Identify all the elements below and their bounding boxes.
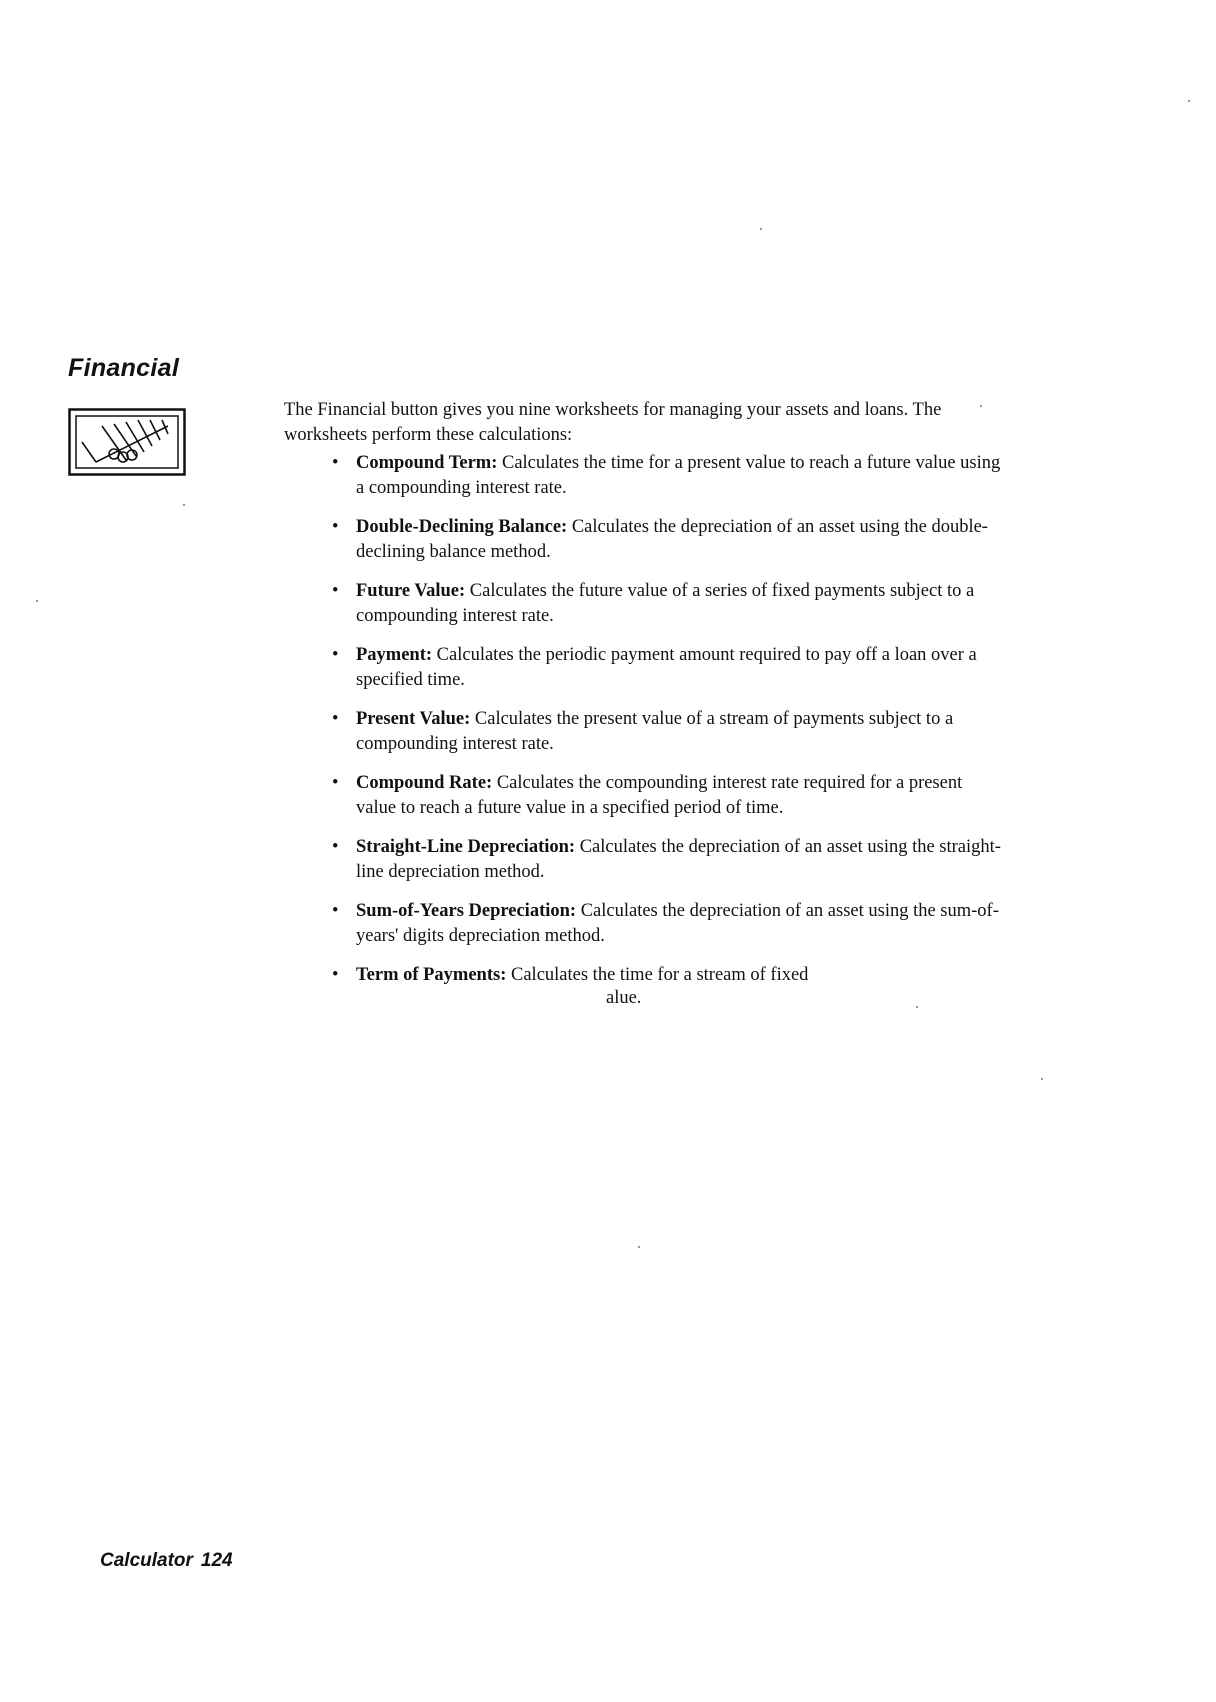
worksheet-term: Straight-Line Depreciation: — [356, 837, 576, 857]
scan-speck — [916, 1006, 918, 1008]
trailing-fragment: alue. — [606, 988, 642, 1008]
worksheet-term: Term of Payments: — [356, 965, 507, 985]
scan-speck — [1041, 1078, 1043, 1080]
worksheet-item — [332, 771, 1004, 821]
body-text — [284, 398, 1004, 1002]
bullet-icon: • — [332, 581, 339, 601]
worksheet-item — [332, 899, 1004, 949]
scan-speck — [980, 405, 982, 407]
scan-speck — [760, 228, 762, 230]
worksheet-description: Calculates the time for a present value to reach a future value using a compounding interest rate. — [356, 453, 1001, 498]
bullet-icon: • — [332, 453, 339, 473]
worksheet-term: Double-Declining Balance: — [356, 517, 568, 537]
worksheet-description: Calculates the periodic payment amount required to pay off a loan over a specified time. — [356, 645, 977, 690]
bullet-icon: • — [332, 645, 339, 665]
worksheet-term: Sum-of-Years Depreciation: — [356, 901, 577, 921]
worksheet-description: Calculates the future value of a series of fixed payments subject to a compounding interest rate. — [356, 581, 975, 626]
worksheet-description: Calculates the present value of a stream of payments subject to a compounding interest rate. — [356, 709, 954, 754]
worksheet-description: Calculates the compounding interest rate required for a present value to reach a future value in a specified period of time. — [356, 773, 963, 818]
bullet-icon: • — [332, 709, 339, 729]
worksheet-term: Future Value: — [356, 581, 466, 601]
scan-speck — [36, 600, 38, 602]
worksheet-term: Compound Term: — [356, 453, 498, 473]
page-number: 124 — [200, 1550, 233, 1571]
section-title: Financial — [68, 354, 180, 382]
worksheet-description: Calculates the depreciation of an asset using the sum-of-years' digits depreciation method. — [356, 901, 999, 946]
worksheet-item — [332, 515, 1004, 565]
bullet-icon: • — [332, 837, 339, 857]
bullet-icon: • — [332, 773, 339, 793]
scan-speck — [1188, 100, 1190, 102]
bullet-icon: • — [332, 901, 339, 921]
worksheet-term: Present Value: — [356, 709, 471, 729]
financial-worksheet-icon — [68, 408, 186, 476]
worksheet-item — [332, 835, 1004, 885]
worksheet-item — [332, 579, 1004, 629]
intro-paragraph: The Financial button gives you nine worksheets for managing your assets and loans. The worksheets perform these calculations: — [284, 400, 942, 445]
worksheet-description: Calculates the depreciation of an asset using the straight-line depreciation method. — [356, 837, 1001, 882]
worksheet-item — [332, 451, 1004, 501]
worksheet-term: Compound Rate: — [356, 773, 493, 793]
scan-speck — [638, 1246, 640, 1248]
worksheet-item — [332, 963, 1004, 988]
bullet-icon: • — [332, 517, 339, 537]
worksheet-description: Calculates the depreciation of an asset using the double-declining balance method. — [356, 517, 988, 562]
page-footer — [100, 1550, 233, 1572]
worksheet-term: Payment: — [356, 645, 433, 665]
worksheet-description: Calculates the time for a stream of fixed — [506, 965, 809, 985]
worksheet-list — [284, 451, 1004, 988]
bullet-icon: • — [332, 965, 339, 985]
scan-speck — [183, 504, 185, 506]
footer-label: Calculator — [100, 1550, 193, 1571]
worksheet-item — [332, 643, 1004, 693]
worksheet-item — [332, 707, 1004, 757]
